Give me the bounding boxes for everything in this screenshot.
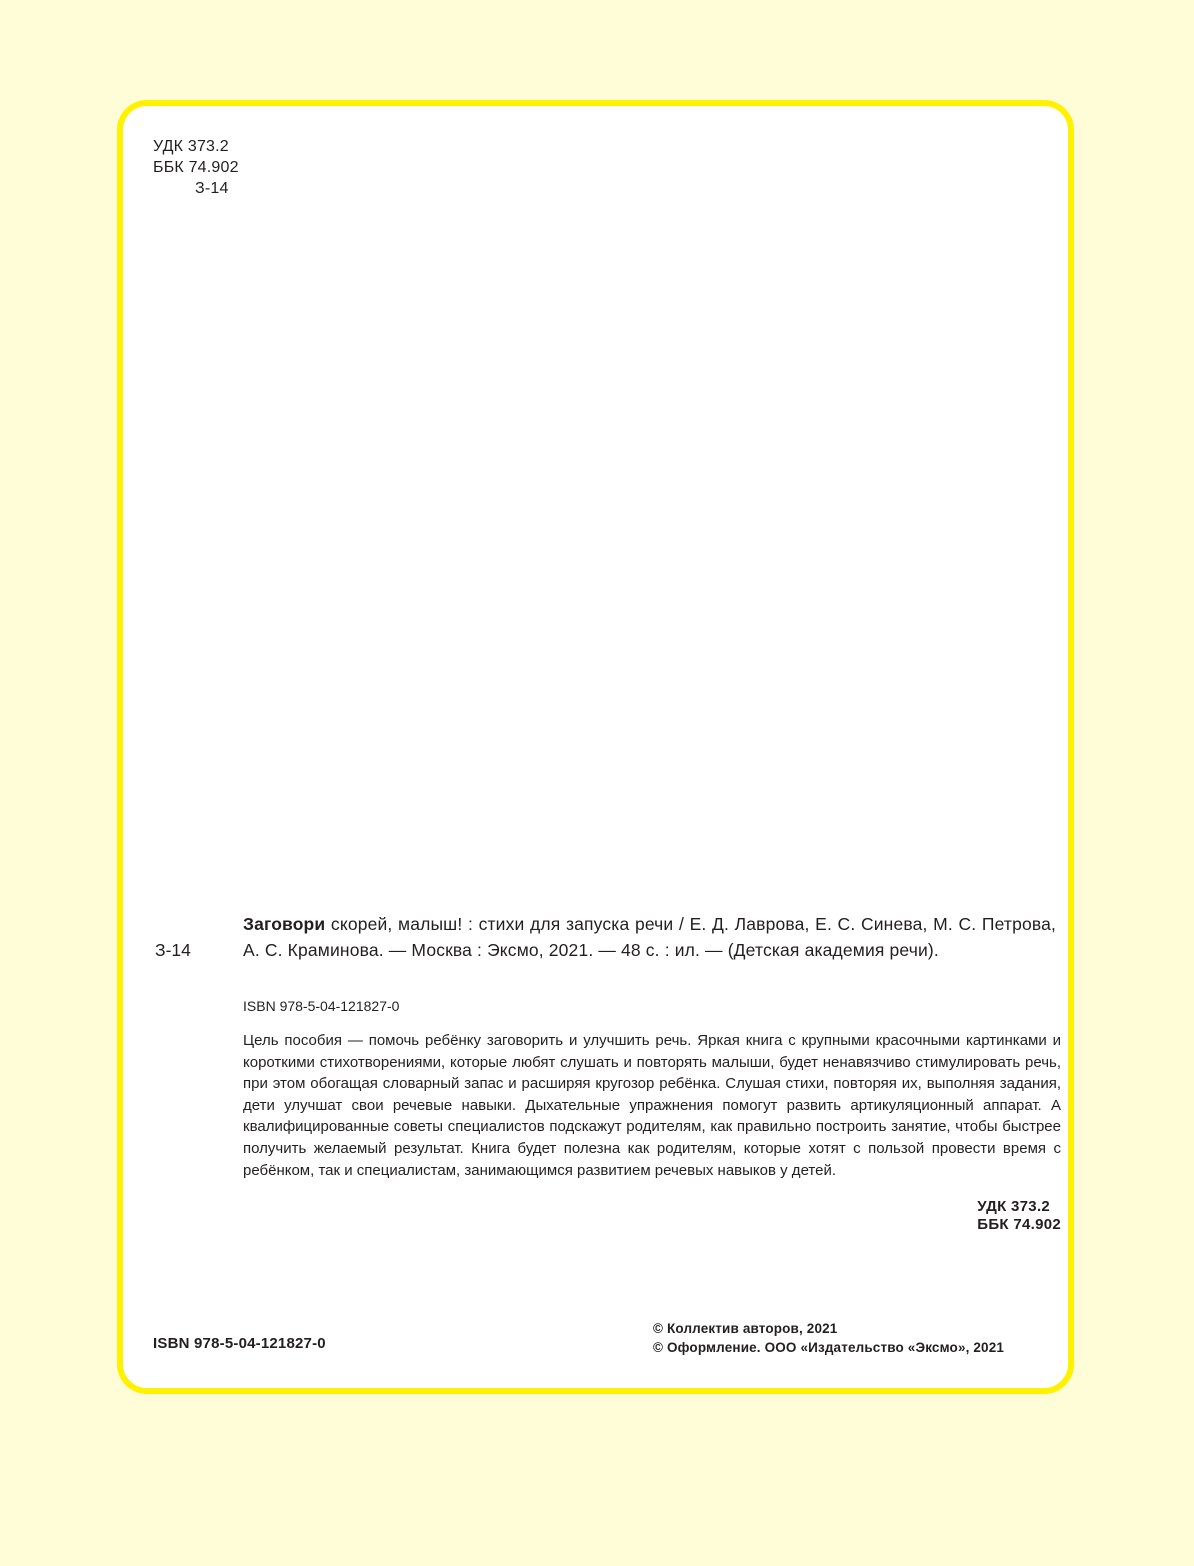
bibliographic-entry bbox=[243, 911, 1056, 963]
imprint-page-frame bbox=[117, 100, 1074, 1394]
copyright-authors: © Коллектив авторов, 2021 bbox=[653, 1321, 838, 1336]
entry-isbn: ISBN 978-5-04-121827-0 bbox=[243, 998, 400, 1014]
author-sign: З-14 bbox=[195, 180, 229, 197]
annotation-text: Цель пособия — помочь ребёнку заговорить и улучшить речь. Яркая книга с крупными красочными картинками и короткими стихотворениями, которые любят слушать и повторять малыши, будет ненавязчиво стимулировать речь, при этом обогащая словарный запас и расширяя кругозор ребёнка. Слушая стихи, повторяя их, выполняя задания, дети улучшат свои речевые навыки. Дыхательные упражнения помогут развить артикуляционный аппарат. А квалифицированные советы специалистов подскажут родителям, как правильно построить занятие, чтобы быстрее получить желаемый результат. Книга будет полезна как родителям, которые хотят с пользой провести время с ребёнком, так и специалистам, занимающимся развитием речевых навыков у детей. bbox=[243, 1032, 1061, 1179]
classifier-block-bottom bbox=[977, 1198, 1061, 1234]
udk-code-bottom: УДК 373.2 bbox=[977, 1198, 1051, 1215]
copyright-block bbox=[653, 1319, 1004, 1357]
isbn-bottom: ISBN 978-5-04-121827-0 bbox=[153, 1335, 326, 1352]
udk-code: УДК 373.2 bbox=[153, 138, 229, 155]
entry-title: Заговори bbox=[243, 914, 326, 934]
entry-description: скорей, малыш! : стихи для запуска речи / Е. Д. Лаврова, Е. С. Синева, М. С. Петрова, А. С. Краминова. — Москва : Эксмо, 2021. — 48 с. : ил. — (Детская академия речи). bbox=[243, 914, 1056, 960]
entry-author-sign: З-14 bbox=[155, 940, 191, 960]
annotation bbox=[243, 1030, 1061, 1181]
bbk-code: ББК 74.902 bbox=[153, 159, 239, 176]
classifier-block-top bbox=[153, 136, 239, 199]
bbk-code-bottom: ББК 74.902 bbox=[977, 1216, 1061, 1233]
copyright-design: © Оформление. ООО «Издательство «Эксмо», 2021 bbox=[653, 1340, 1005, 1355]
